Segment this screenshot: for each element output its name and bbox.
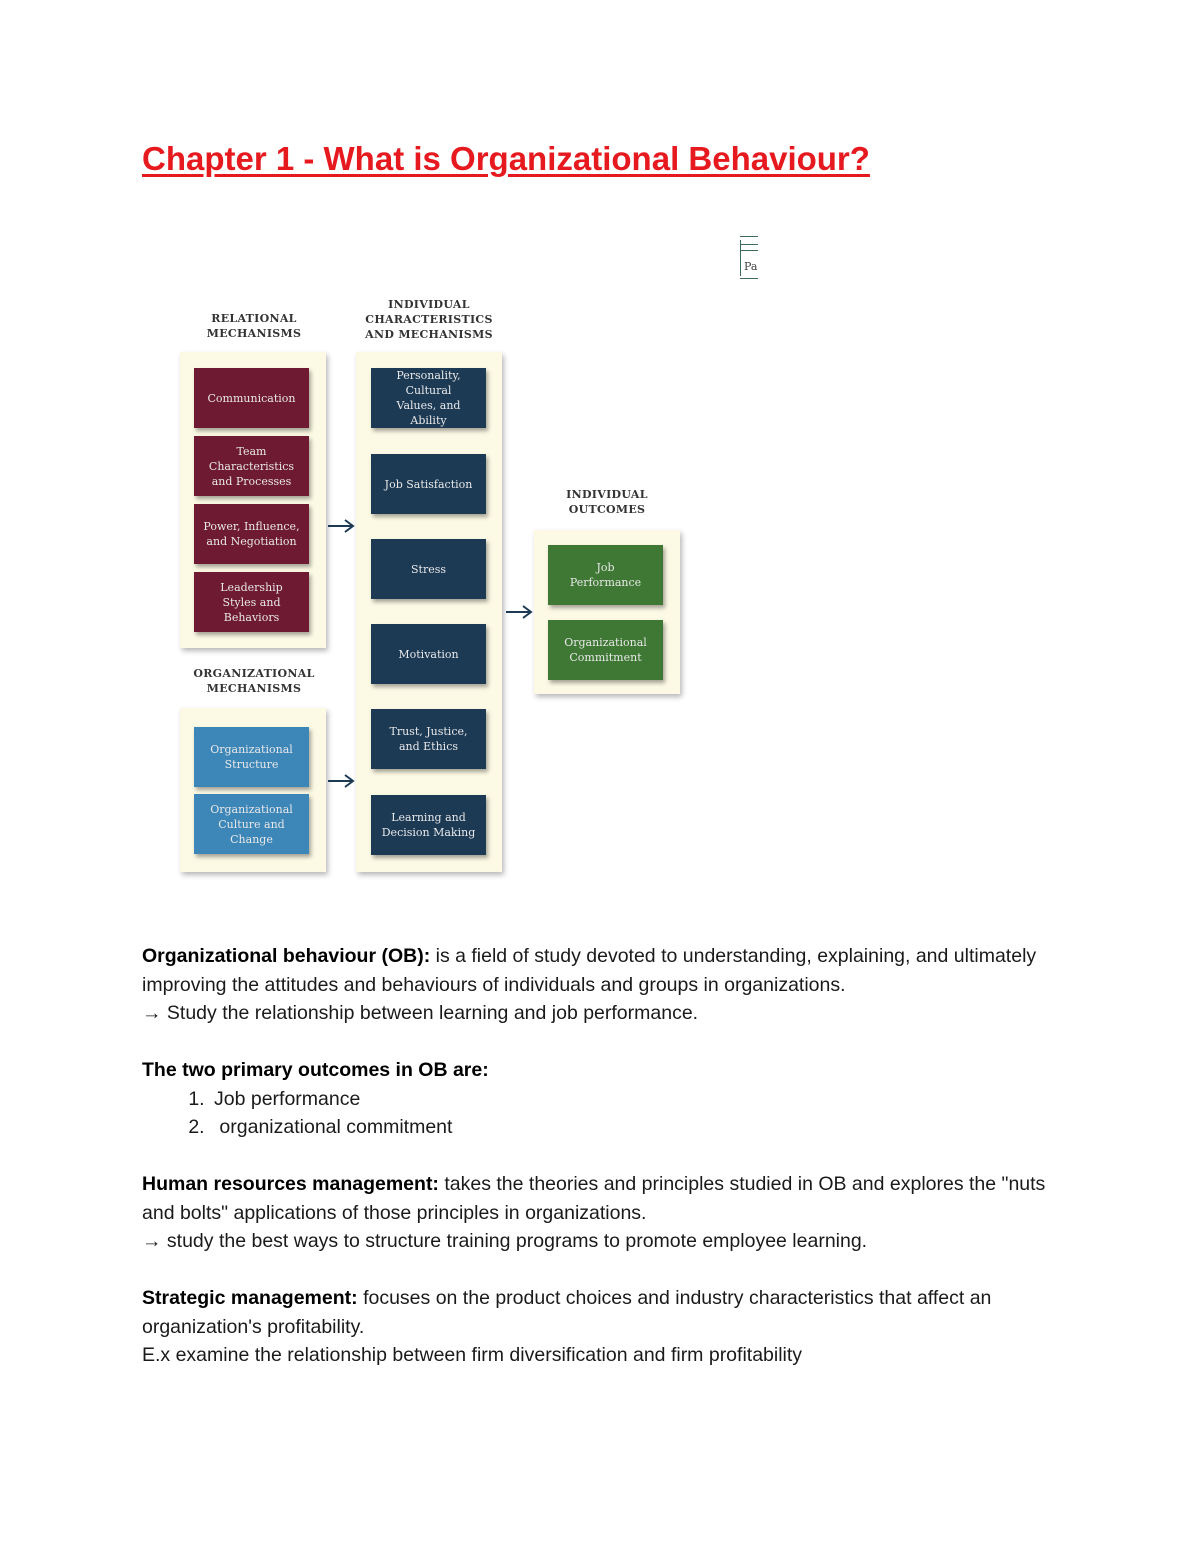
fragment-rule [740,278,758,279]
hrm-term: Human resources management: [142,1173,439,1195]
fragment-rule [740,244,758,245]
box-communication: Communication [194,368,309,428]
box-motivation: Motivation [371,624,486,684]
box-stress: Stress [371,539,486,599]
list-item: 2. organizational commitment [210,1113,1082,1142]
individual-panel [356,352,502,872]
ob-term: Organizational behaviour (OB): [142,945,431,967]
arrow-right-icon [504,605,534,619]
fragment-rule [740,250,758,251]
box-learning: Learning and Decision Making [371,795,486,855]
hrm-example: → study the best ways to structure training programs to promote employee learning. [142,1230,868,1252]
box-org-structure: Organizational Structure [194,727,309,787]
corner-fragment [738,234,760,282]
ob-example: → Study the relationship between learning and job performance. [142,1002,699,1024]
relational-label: RELATIONAL MECHANISMS [206,312,302,340]
sm-example: E.x examine the relationship between firm diversification and firm profitability [142,1344,803,1366]
outcomes-heading: The two primary outcomes in OB are: [142,1059,489,1081]
box-team-characteristics: Team Characteristics and Processes [194,436,309,496]
hrm-definition: Human resources management: takes the theories and principles studied in OB and explores the "nuts and bolts" applications of those principles in organizations. [142,1173,1046,1224]
list-item: 1. Job performance [210,1085,1082,1114]
notes-body [142,942,1082,1370]
individual-label: INDIVIDUAL CHARACTERISTICS AND MECHANISMS [365,298,493,341]
organizational-label: ORGANIZATIONAL MECHANISMS [193,667,315,695]
outcomes-label: INDIVIDUAL OUTCOMES [566,488,648,516]
box-org-culture: Organizational Culture and Change [194,794,309,854]
fragment-text: Pa [744,260,758,273]
fragment-rule [740,240,741,276]
box-leadership: Leadership Styles and Behaviors [194,572,309,632]
box-power-influence: Power, Influence, and Negotiation [194,504,309,564]
outcomes-list [142,1085,1082,1142]
arrow-right-icon [326,774,356,788]
box-trust-justice: Trust, Justice, and Ethics [371,709,486,769]
box-job-satisfaction: Job Satisfaction [371,454,486,514]
arrow-right-icon [326,519,356,533]
box-org-commitment: Organizational Commitment [548,620,663,680]
page-title: Chapter 1 - What is Organizational Behaviour? [142,140,870,177]
sm-term: Strategic management: [142,1287,358,1309]
box-job-performance: Job Performance [548,545,663,605]
ob-definition: Organizational behaviour (OB): is a field of study devoted to understanding, explaining, and ultimately improving the attitudes and behaviours of individuals and groups in organizations. [142,945,1037,996]
fragment-rule [740,236,758,237]
sm-definition: Strategic management: focuses on the product choices and industry characteristics that affect an organization's profitability. [142,1287,992,1338]
box-personality: Personality, Cultural Values, and Ability [371,368,486,428]
